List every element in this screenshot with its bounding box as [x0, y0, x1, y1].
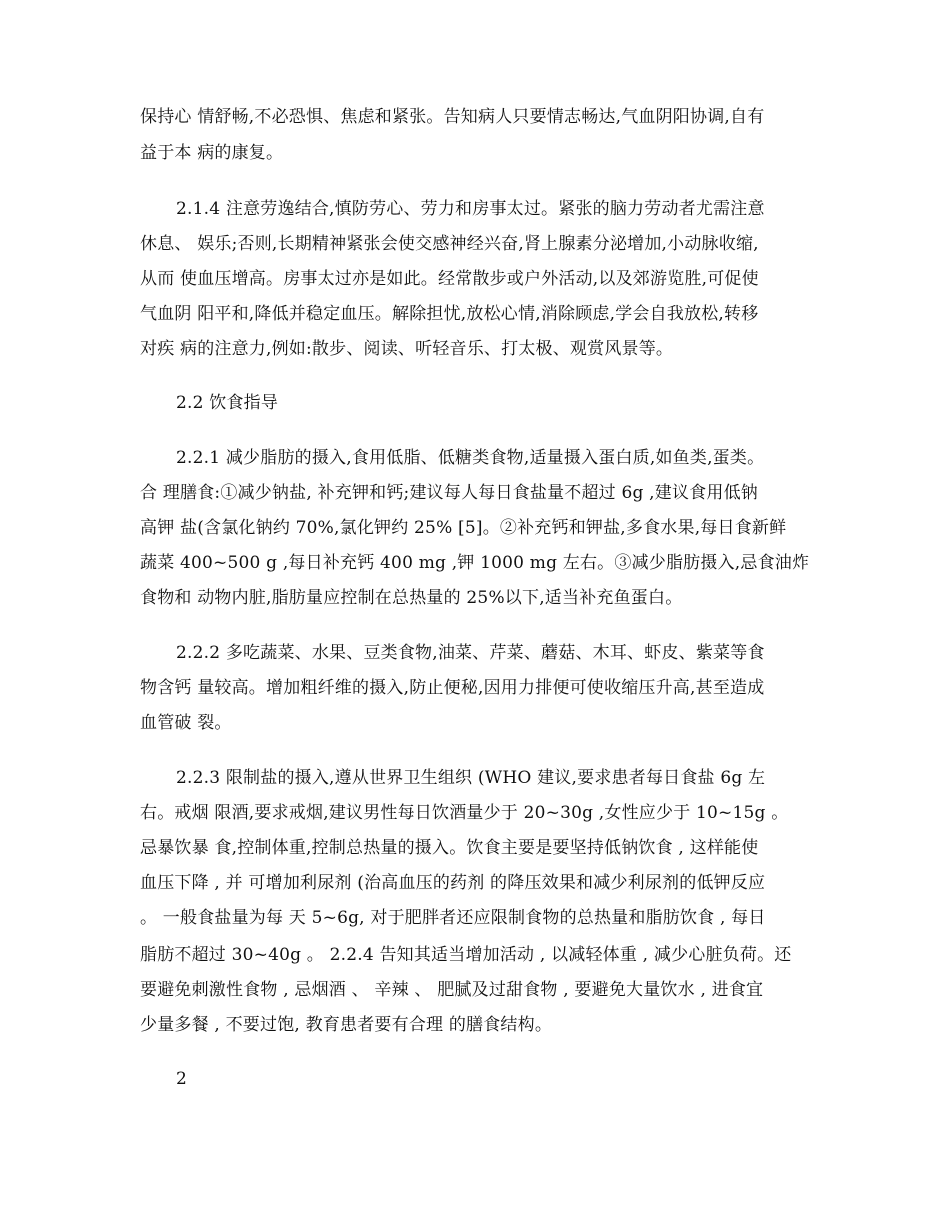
text-line: 忌暴饮暴 食,控制体重,控制总热量的摄入。饮食主要是要坚持低钠饮食 , 这样能使: [140, 838, 759, 858]
text-line: 休息、 娱乐;否则,长期精神紧张会使交感神经兴奋,肾上腺素分泌增加,小动脉收缩,: [140, 234, 759, 254]
text-line: 少量多餐 , 不要过饱, 教育患者要有合理 的膳食结构。: [140, 1015, 553, 1035]
text-line: 脂肪不超过 30~40g 。 2.2.4 告知其适当增加活动 , 以减轻体重 , 减少心脏负荷。还: [140, 945, 792, 965]
text-line: 高钾 盐(含氯化钠约 70%,氯化钾约 25% [5]。②补充钙和钾盐,多食水果,每日食新鲜: [140, 518, 787, 538]
text-line: 气血阴 阳平和,降低并稳定血压。解除担忧,放松心情,消除顾虑,学会自我放松,转移: [140, 304, 759, 324]
text-line: 食物和 动物内脏,脂肪量应控制在总热量的 25%以下,适当补充鱼蛋白。: [140, 588, 683, 608]
section-heading-2-2-2: 2.2.2 多吃蔬菜、水果、豆类食物,油菜、芹菜、蘑菇、木耳、虾皮、紫菜等食: [176, 643, 765, 663]
text-line: 对疾 病的注意力,例如:散步、阅读、听轻音乐、打太极、观赏风景等。: [140, 339, 674, 359]
section-heading-2-2-3: 2.2.3 限制盐的摄入,遵从世界卫生组织 (WHO 建议,要求患者每日食盐 6g 左: [176, 768, 766, 788]
text-line: 从而 使血压增高。房事太过亦是如此。经常散步或户外活动,以及郊游览胜,可促使: [140, 269, 759, 289]
text-line: 物含钙 量较高。增加粗纤维的摄入,防止便秘,因用力排便可使收缩压升高,甚至造成: [140, 678, 765, 698]
text-line: 右。戒烟 限酒,要求戒烟,建议男性每日饮酒量少于 20~30g ,女性应少于 10~15g 。: [140, 803, 789, 823]
page-number: 2: [176, 1069, 188, 1089]
text-line: 蔬菜 400~500 g ,每日补充钙 400 mg ,钾 1000 mg 左右。③减少脂肪摄入,忌食油炸: [140, 553, 810, 573]
section-heading-2-2-1: 2.2.1 减少脂肪的摄入,食用低脂、低糖类食物,适量摄入蛋白质,如鱼类,蛋类。: [176, 448, 765, 468]
section-heading-2-2: 2.2 饮食指导: [176, 393, 279, 413]
text-line: 益于本 病的康复。: [140, 143, 284, 163]
text-line: 血管破 裂。: [140, 713, 232, 733]
section-heading-2-1-4: 2.1.4 注意劳逸结合,慎防劳心、劳力和房事太过。紧张的脑力劳动者尤需注意: [176, 199, 765, 219]
text-line: 要避免刺激性食物 , 忌烟酒 、 辛辣 、 肥腻及过甜食物 , 要避免大量饮水 , 进食宜: [140, 980, 764, 1000]
text-line: 。 一般食盐量为每 天 5~6g, 对于肥胖者还应限制食物的总热量和脂肪饮食 , 每日: [140, 908, 766, 928]
text-line: 保持心 情舒畅,不必恐惧、焦虑和紧张。告知病人只要情志畅达,气血阴阳协调,自有: [140, 107, 765, 127]
text-line: 合 理膳食:①减少钠盐, 补充钾和钙;建议每人每日食盐量不超过 6g ,建议食用低钠: [140, 483, 758, 503]
text-line: 血压下降 , 并 可增加利尿剂 (治高血压的药剂 的降压效果和减少利尿剂的低钾反应: [140, 873, 766, 893]
